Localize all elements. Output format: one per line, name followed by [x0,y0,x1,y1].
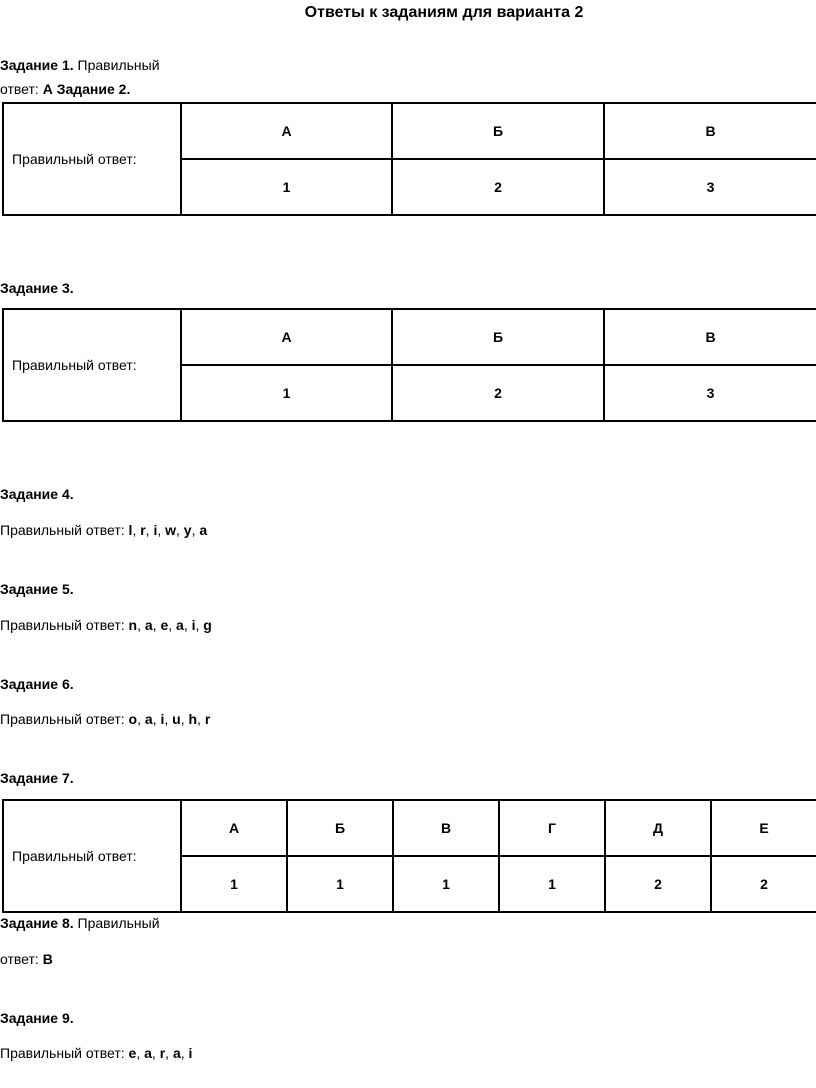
task-8-heading: Задание 8. [0,915,74,931]
answer-letter: n [128,617,138,633]
table-value-cell: 1 [181,159,392,215]
table-header-cell: Д [605,800,711,856]
table-value-cell: 3 [604,365,816,421]
task-3-table [2,308,816,422]
answer-letter: i [160,711,165,727]
table-header-cell: А [181,103,392,159]
task-6-answer-line: Правильный ответ: o, a, i, u, h, r [0,711,211,727]
correct-answer-label: Правильный ответ: [3,309,181,421]
task-4-answer-line: Правильный ответ: l, r, i, w, y, a [0,522,208,538]
correct-answer-label: Правильный ответ: [3,103,181,215]
answer-letter: l [128,522,133,538]
page-title: Ответы к заданиям для варианта 2 [304,4,584,21]
task-1-line2 [0,81,130,97]
task-9-heading: Задание 9. [0,1010,74,1026]
task-1-text2: ответ: [0,81,39,97]
task-4-prefix: Правильный ответ: [0,522,125,538]
answer-letter: i [153,522,158,538]
answer-letter: a [144,711,153,727]
table-header-cell: Б [392,103,604,159]
answer-letter: e [128,1045,137,1061]
task-1-text: Правильный [77,57,160,73]
answer-letter: r [140,522,146,538]
answer-letter: a [144,1045,152,1061]
task-5-answer-line: Правильный ответ: n, a, e, a, i, g [0,617,212,633]
task-9-answer-line: Правильный ответ: e, a, r, a, i [0,1045,193,1061]
task-8-text: Правильный [77,915,160,931]
task-2-table [2,102,816,216]
task-6-prefix: Правильный ответ: [0,711,125,727]
task-5-heading: Задание 5. [0,581,74,597]
task-1-line1 [0,57,160,73]
table-header-cell: А [181,800,287,856]
table-value-cell: 1 [287,856,393,912]
task-5-prefix: Правильный ответ: [0,617,125,633]
task-8-line2 [0,951,53,967]
task-8-text2: ответ: [0,951,39,967]
answer-letter: a [144,617,153,633]
answer-letter: r [159,1045,166,1061]
table-value-cell: 1 [499,856,605,912]
answer-letter: a [199,522,208,538]
table-header-cell: А [181,309,392,365]
correct-answer-label: Правильный ответ: [3,800,181,912]
task-1-answer: А [42,81,53,97]
table-value-cell: 2 [392,159,604,215]
table-header-cell: В [604,103,816,159]
table-value-cell: 1 [181,365,392,421]
answer-letter: g [203,617,212,633]
answer-letter: i [191,617,196,633]
answer-letter: a [176,617,184,633]
answer-letter: e [160,617,169,633]
task-8-line1 [0,915,160,931]
table-value-cell: 1 [393,856,499,912]
task-1-heading: Задание 1. [0,57,74,73]
table-value-cell: 2 [605,856,711,912]
table-value-cell: 2 [392,365,604,421]
table-header-cell: Б [287,800,393,856]
table-header-cell: Г [499,800,605,856]
answer-letter: r [204,711,211,727]
task-6-heading: Задание 6. [0,676,74,692]
task-9-prefix: Правильный ответ: [0,1045,125,1061]
table-header-cell: В [604,309,816,365]
table-header-cell: В [393,800,499,856]
table-header-cell: Б [392,309,604,365]
table-value-cell: 2 [711,856,816,912]
task-4-heading: Задание 4. [0,486,74,502]
answer-letter: w [165,522,177,538]
task-7-table [2,799,816,913]
table-value-cell: 1 [181,856,287,912]
answer-letter: i [188,1045,193,1061]
task-8-answer: В [42,951,53,967]
table-value-cell: 3 [604,159,816,215]
answer-letter: h [188,711,198,727]
task-2-heading: Задание 2. [56,81,131,97]
answer-letter: a [172,1045,181,1061]
answer-letter: o [128,711,138,727]
table-header-cell: Е [711,800,816,856]
task-7-heading: Задание 7. [0,770,74,786]
answer-letter: u [172,711,181,727]
task-3-heading: Задание 3. [0,280,74,296]
answer-letter: y [183,522,192,538]
